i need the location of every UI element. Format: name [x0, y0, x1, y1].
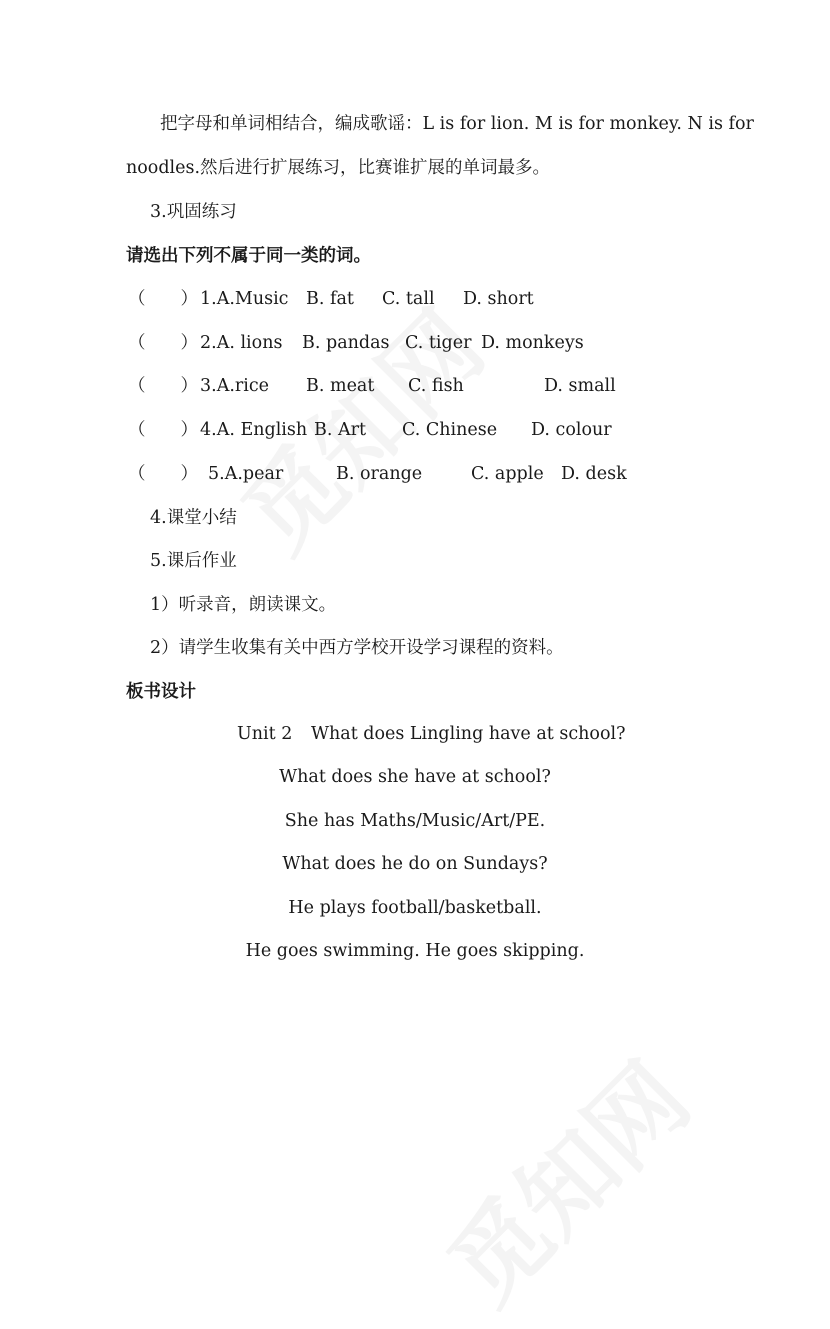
board-design-heading: 板书设计	[126, 682, 196, 702]
section-3-heading: 3.巩固练习	[150, 202, 237, 222]
question-stem: 2.A. lions	[200, 333, 283, 353]
option-c: C. apple	[471, 464, 544, 484]
board-line: He goes swimming. He goes skipping.	[245, 941, 585, 961]
question-stem: 1.A.Music	[200, 289, 289, 309]
option-d: D. desk	[561, 464, 627, 484]
option-c: C. tall	[382, 289, 435, 309]
homework-item: 1）听录音，朗读课文。	[150, 595, 337, 615]
option-b: B. orange	[336, 464, 423, 484]
question-stem: 4.A. English	[200, 420, 308, 440]
board-unit-label: Unit 2	[237, 724, 293, 744]
board-line: What does she have at school?	[279, 767, 551, 787]
option-b: B. pandas	[302, 333, 390, 353]
option-b: B. Art	[314, 420, 367, 440]
option-d: D. short	[463, 289, 534, 309]
question-stem: 5.A.pear	[208, 464, 284, 484]
option-d: D. small	[544, 376, 616, 396]
answer-bracket: （ ）	[128, 333, 198, 353]
answer-bracket: （ ）	[128, 420, 198, 440]
board-line: He plays football/basketball.	[288, 898, 542, 918]
option-c: C. tiger	[405, 333, 472, 353]
board-line: What does he do on Sundays?	[282, 854, 548, 874]
option-d: D. colour	[531, 420, 612, 440]
watermark-bottom	[414, 1028, 715, 1329]
answer-bracket: （ ）	[128, 464, 198, 484]
option-b: B. meat	[306, 376, 375, 396]
section-5-heading: 5.课后作业	[150, 551, 237, 571]
board-unit-title: What does Lingling have at school?	[311, 724, 626, 744]
option-c: C. Chinese	[402, 420, 498, 440]
homework-item: 2）请学生收集有关中西方学校开设学习课程的资料。	[150, 638, 564, 658]
answer-bracket: （ ）	[128, 289, 198, 309]
option-b: B. fat	[306, 289, 354, 309]
section-4-heading: 4.课堂小结	[150, 508, 237, 528]
option-c: C. fish	[408, 376, 464, 396]
board-line: She has Maths/Music/Art/PE.	[284, 811, 546, 831]
option-d: D. monkeys	[481, 333, 584, 353]
exercise-instruction: 请选出下列不属于同一类的词。	[126, 246, 371, 266]
intro-line-2: noodles.然后进行扩展练习，比赛谁扩展的单词最多。	[126, 158, 551, 178]
question-stem: 3.A.rice	[200, 376, 270, 396]
intro-line-1: 把字母和单词相结合，编成歌谣：L is for lion. M is for monkey. N is for	[160, 114, 754, 134]
answer-bracket: （ ）	[128, 376, 198, 396]
